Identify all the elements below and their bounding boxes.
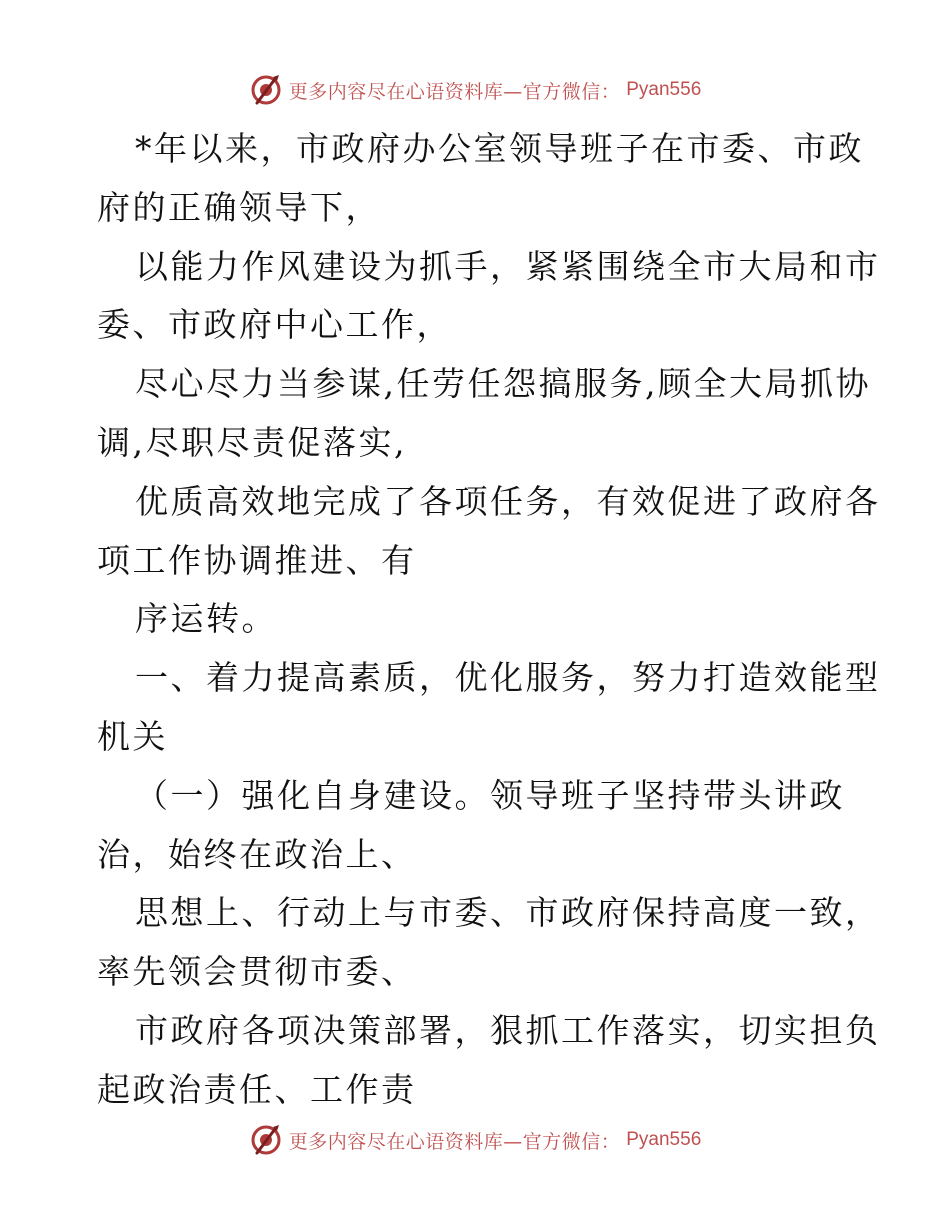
subsection-heading: （一）强化自身建设。领导班子坚持带头讲政 xyxy=(135,775,845,815)
body-line: 优质高效地完成了各项任务，有效促进了政府各 xyxy=(135,481,881,521)
body-line: 治，始终在政治上、 xyxy=(97,834,417,874)
watermark-wechat-id: Pyan556 xyxy=(626,1129,702,1150)
section-heading: 一、着力提高素质，优化服务，努力打造效能型 xyxy=(135,658,881,698)
body-line: 调,尽职尽责促落实, xyxy=(97,422,407,462)
pen-logo-icon xyxy=(249,73,283,107)
body-line: 以能力作风建设为抓手，紧紧围绕全市大局和市 xyxy=(135,246,881,286)
watermark-footer xyxy=(0,1122,950,1158)
body-line: *年以来，市政府办公室领导班子在市委、市政 xyxy=(135,129,864,168)
body-line: 率先领会贯彻市委、 xyxy=(97,952,417,992)
body-line: 市政府各项决策部署，狠抓工作落实，切实担负 xyxy=(135,1010,881,1050)
watermark-text: 更多内容尽在心语资料库—官方微信： xyxy=(288,1130,621,1153)
body-line: 思想上、行动上与市委、市政府保持高度一致， xyxy=(135,893,881,933)
body-line: 尽心尽力当参谋,任劳任怨搞服务,顾全大局抓协 xyxy=(135,364,871,404)
watermark-text: 更多内容尽在心语资料库—官方微信： xyxy=(288,80,621,103)
body-line: 序运转。 xyxy=(135,599,277,639)
pen-logo-icon xyxy=(249,1123,283,1157)
watermark-wechat-id: Pyan556 xyxy=(626,79,702,100)
watermark-header xyxy=(0,72,950,108)
body-line: 委、市政府中心工作， xyxy=(97,305,452,345)
body-line: 起政治责任、工作责 xyxy=(97,1069,417,1109)
body-line: 府的正确领导下， xyxy=(97,187,381,227)
section-heading-cont: 机关 xyxy=(97,716,168,756)
document-body xyxy=(97,120,881,1120)
body-line: 项工作协调推进、有 xyxy=(97,540,417,580)
